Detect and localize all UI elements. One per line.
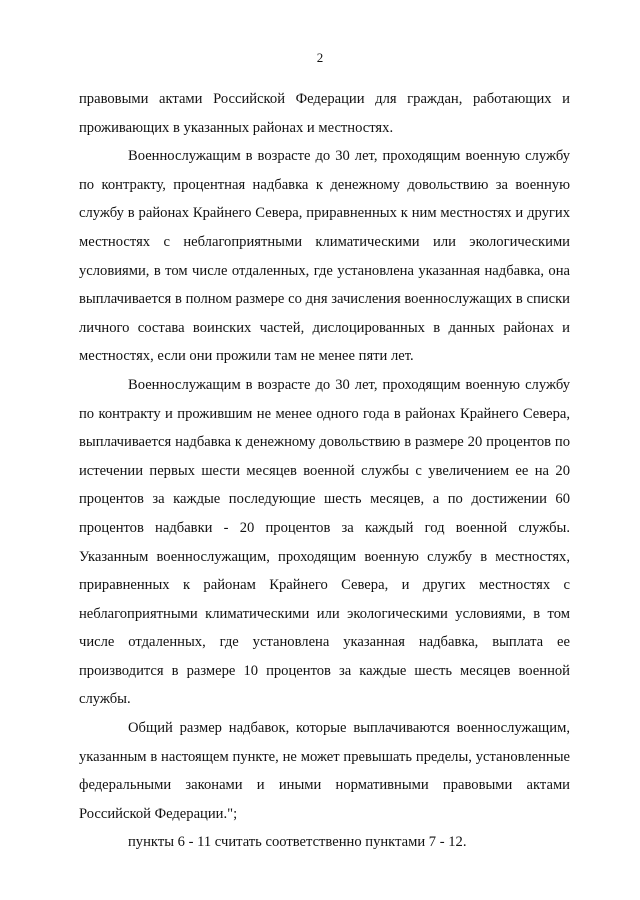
paragraph-allowance-full: Военнослужащим в возрасте до 30 лет, проходящим военную службу по контракту, процентная надбавка к денежному довольствию за военную службу в районах Крайнего Севера, приравненных к ним местностях и других местностях с неблагоприятными климатическими или экологическими условиями, в том числе отдаленных, где установлена указанная надбавка, она выплачивается в полном размере со дня зачисления военнослужащих в списки личного состава воинских частей, дислоцированных в данных районах и местностях, если они прожили там не менее пяти лет. bbox=[79, 148, 570, 365]
paragraph-continuation: правовыми актами Российской Федерации для граждан, работающих и проживающих в указанных районах и местностях. bbox=[79, 91, 570, 136]
page-number: 2 bbox=[316, 50, 324, 65]
paragraph-renumbering: пункты 6 - 11 считать соответственно пунктами 7 - 12. bbox=[128, 834, 467, 851]
document-body bbox=[79, 85, 570, 857]
paragraph-allowance-increment: Военнослужащим в возрасте до 30 лет, проходящим военную службу по контракту и прожившим не менее одного года в районах Крайнего Севера, выплачивается надбавка к денежному довольствию в размере 20 процентов по истечении первых шести месяцев военной службы с увеличением ее на 20 процентов за каждые последующие шесть месяцев, а по достижении 60 процентов надбавки - 20 процентов за каждый год военной службы. Указанным военнослужащим, проходящим военную службу в местностях, приравненных к районам Крайнего Севера, и других местностях с неблагоприятными климатическими или экологическими условиями, в том числе отдаленных, где установлена указанная надбавка, выплата ее производится в размере 10 процентов за каждые шесть месяцев военной службы. bbox=[79, 376, 570, 708]
paragraph-allowance-limit: Общий размер надбавок, которые выплачиваются военнослужащим, указанным в настоящем пункте, не может превышать пределы, установленные федеральными законами и иными нормативными правовыми актами Российской Федерации."; bbox=[79, 720, 570, 822]
